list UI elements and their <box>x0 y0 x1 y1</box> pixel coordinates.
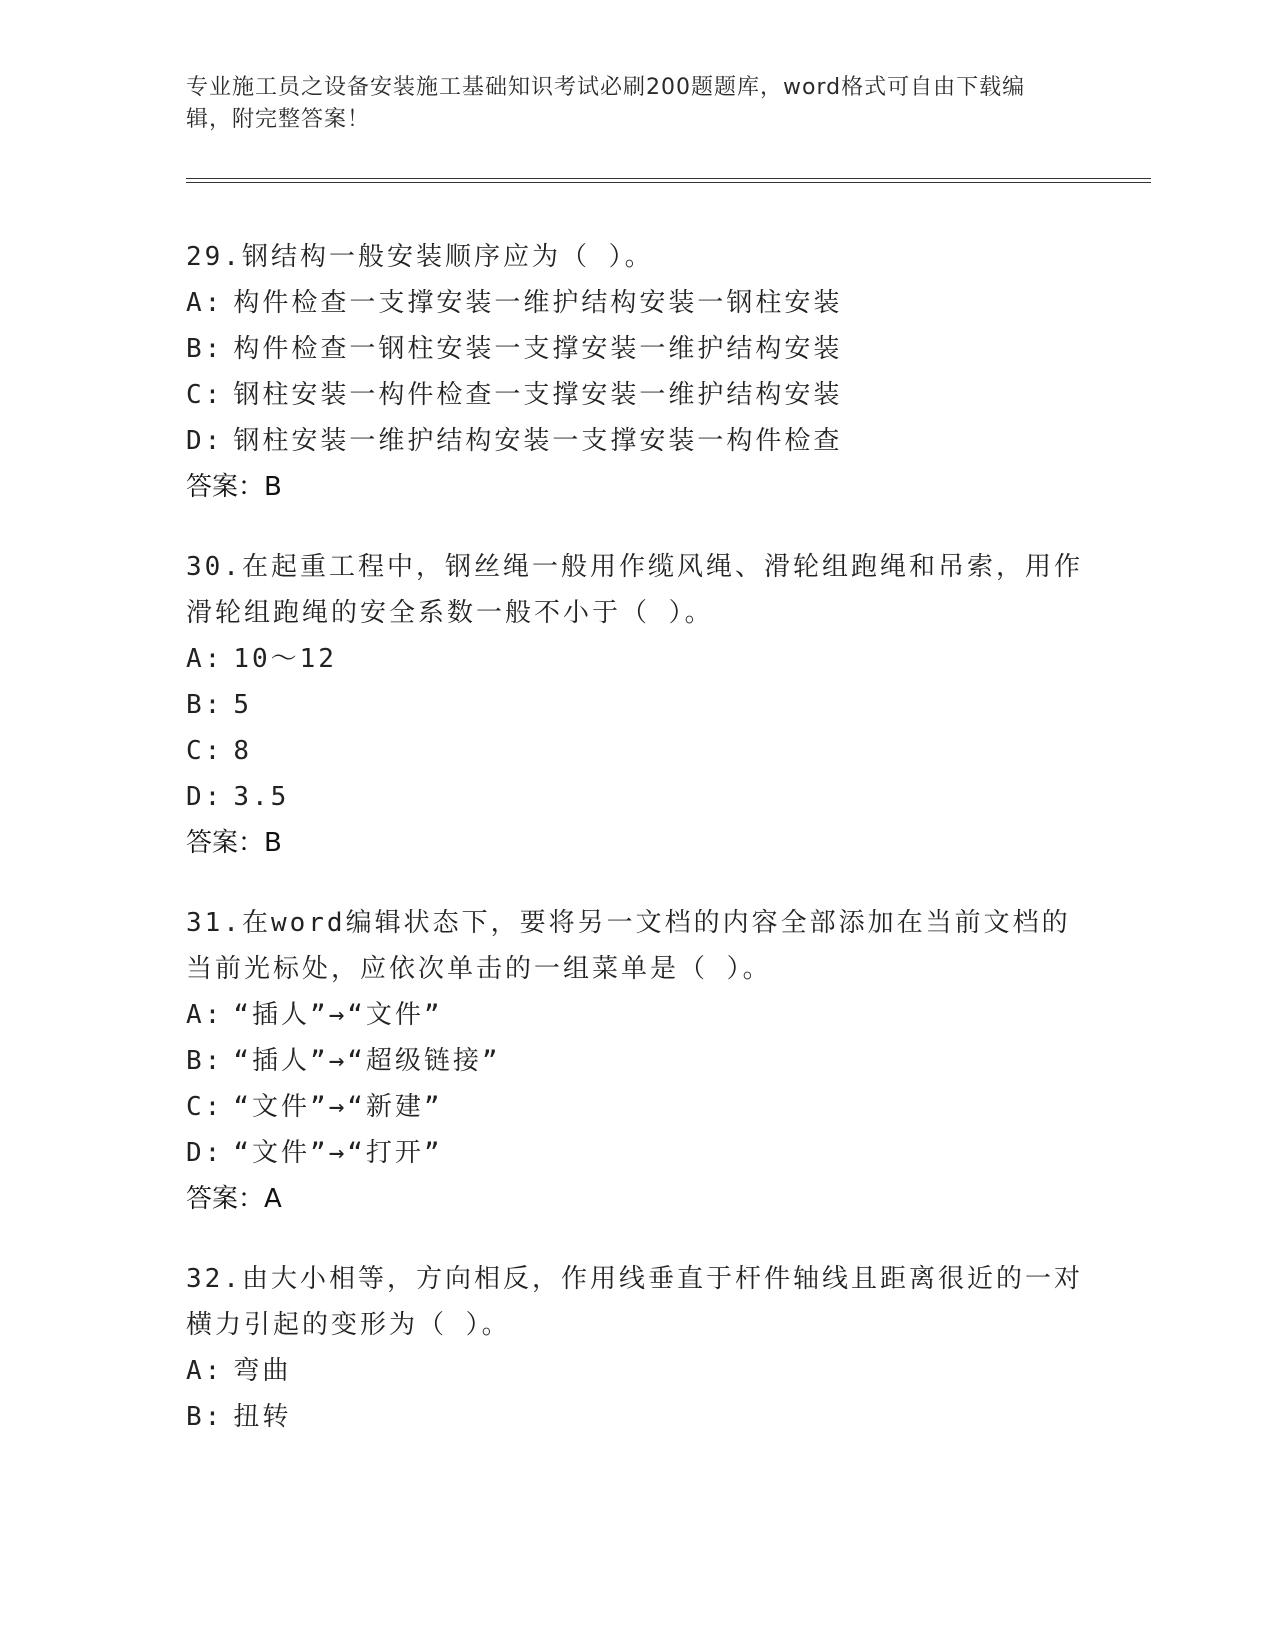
option-text: “文件”→“打开” <box>233 1138 443 1168</box>
option-text: “插人”→“超级链接” <box>233 1046 501 1076</box>
answer-label: 答案： <box>186 828 265 858</box>
option-label: D: <box>186 426 224 456</box>
option-text: 构件检查一支撑安装一维护结构安装一钢柱安装 <box>233 288 843 318</box>
option-text: 扭转 <box>233 1402 292 1432</box>
answer-line <box>186 820 1086 866</box>
option-label: D: <box>186 782 224 812</box>
option-text: 10～12 <box>233 644 337 674</box>
option-label: C: <box>186 380 224 410</box>
answer-label: 答案： <box>186 472 265 502</box>
option-b <box>186 326 1086 372</box>
option-a <box>186 636 1086 682</box>
answer-value: B <box>264 472 282 502</box>
question-stem: 32.由大小相等，方向相反，作用线垂直于杆件轴线且距离很近的一对横力引起的变形为（ ）。 <box>186 1264 1083 1340</box>
option-label: B: <box>186 690 224 720</box>
option-c <box>186 728 1086 774</box>
option-label: A: <box>186 1356 224 1386</box>
header-divider-bottom <box>186 182 1151 183</box>
question-list <box>186 234 1086 1474</box>
option-b <box>186 1394 1086 1440</box>
question-30 <box>186 544 1086 866</box>
option-label: B: <box>186 334 224 364</box>
document-title: 专业施工员之设备安装施工基础知识考试必刷200题题库，word格式可自由下载编辑，附完整答案！ <box>186 75 1026 132</box>
option-text: 3.5 <box>233 782 290 812</box>
option-d <box>186 774 1086 820</box>
question-29 <box>186 234 1086 510</box>
question-31 <box>186 900 1086 1222</box>
header-divider-top <box>186 178 1151 179</box>
option-label: C: <box>186 1092 224 1122</box>
option-text: 钢柱安装一构件检查一支撑安装一维护结构安装 <box>233 380 843 410</box>
option-a <box>186 1348 1086 1394</box>
option-b <box>186 682 1086 728</box>
question-32 <box>186 1256 1086 1440</box>
option-c <box>186 372 1086 418</box>
option-a <box>186 992 1086 1038</box>
option-text: 构件检查一钢柱安装一支撑安装一维护结构安装 <box>233 334 843 364</box>
option-d <box>186 1130 1086 1176</box>
option-label: B: <box>186 1046 224 1076</box>
answer-value: B <box>264 828 282 858</box>
option-text: 8 <box>233 736 252 766</box>
option-text: 弯曲 <box>233 1356 292 1386</box>
question-stem: 29.钢结构一般安装顺序应为（ ）。 <box>186 242 654 272</box>
option-label: A: <box>186 644 224 674</box>
option-c <box>186 1084 1086 1130</box>
option-text: “文件”→“新建” <box>233 1092 443 1122</box>
option-label: D: <box>186 1138 224 1168</box>
option-label: C: <box>186 736 224 766</box>
option-a <box>186 280 1086 326</box>
answer-label: 答案： <box>186 1184 265 1214</box>
option-b <box>186 1038 1086 1084</box>
option-text: “插人”→“文件” <box>233 1000 443 1030</box>
option-label: A: <box>186 288 224 318</box>
question-stem: 30.在起重工程中，钢丝绳一般用作缆风绳、滑轮组跑绳和吊索，用作滑轮组跑绳的安全系数一般不小于（ ）。 <box>186 552 1083 628</box>
option-text: 钢柱安装一维护结构安装一支撑安装一构件检查 <box>233 426 843 456</box>
option-label: B: <box>186 1402 224 1432</box>
question-stem: 31.在word编辑状态下，要将另一文档的内容全部添加在当前文档的当前光标处，应依次单击的一组菜单是（ ）。 <box>186 908 1071 984</box>
option-text: 5 <box>233 690 252 720</box>
answer-line <box>186 464 1086 510</box>
answer-value: A <box>264 1184 282 1214</box>
option-label: A: <box>186 1000 224 1030</box>
answer-line <box>186 1176 1086 1222</box>
option-d <box>186 418 1086 464</box>
